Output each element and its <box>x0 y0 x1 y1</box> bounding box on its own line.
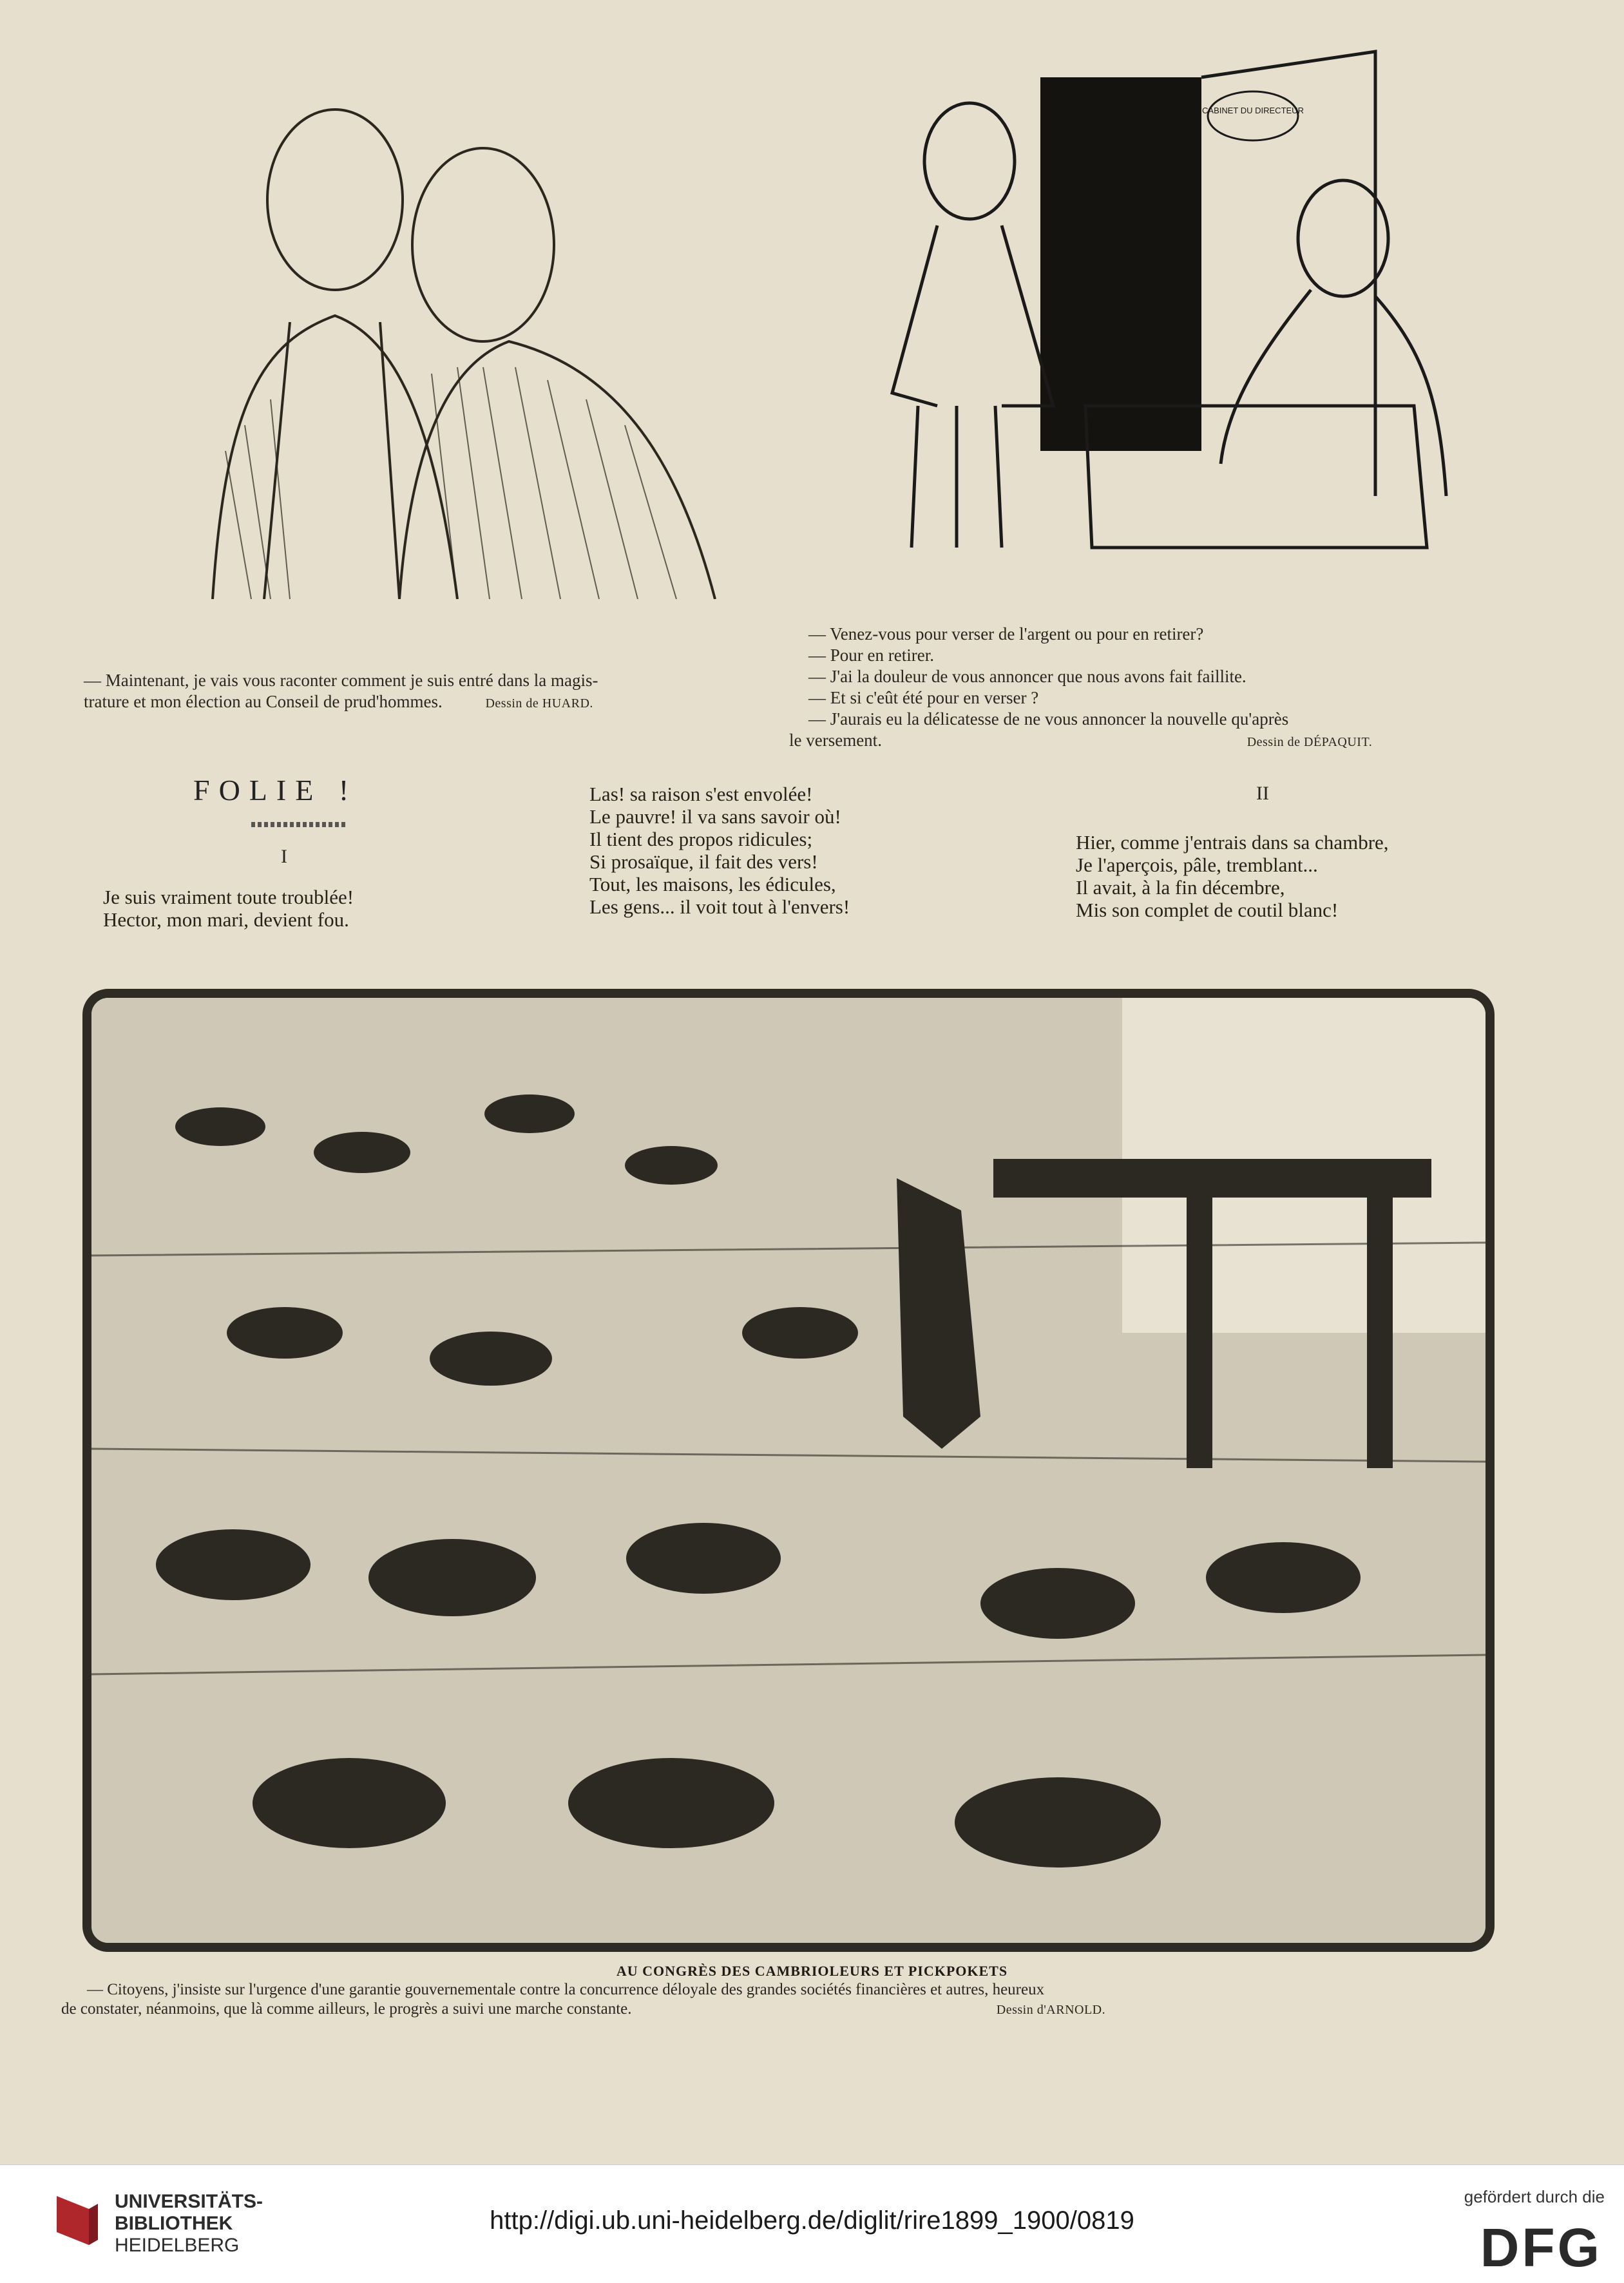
caption-line-text: le versement. <box>789 731 882 750</box>
verse-line: Il tient des propos ridicules; <box>589 828 813 850</box>
caption-line: — Venez-vous pour verser de l'argent ou pour en retirer? <box>808 624 1204 644</box>
door-sign: CABINET DU DIRECTEUR <box>1202 106 1304 115</box>
verse-line: Hector, mon mari, devient fou. <box>103 908 349 931</box>
artist-credit: Dessin d'ARNOLD. <box>996 2003 1106 2017</box>
caption-line <box>61 2000 1105 2020</box>
caption-line: — Pour en retirer. <box>808 645 934 665</box>
verse-line: Si prosaïque, il fait des vers! <box>589 850 818 873</box>
stanza-number-1: I <box>281 846 287 867</box>
artist-credit: Dessin de DÉPAQUIT. <box>1247 735 1373 749</box>
illustration-arnold <box>82 989 1495 1952</box>
caption-line: — Et si c'eût été pour en verser ? <box>808 688 1039 707</box>
caption-line-text: de constater, néanmoins, que là comme ailleurs, le progrès a suivi une marche constante. <box>61 2000 632 2018</box>
verse-line: Le pauvre! il va sans savoir où! <box>589 805 841 828</box>
permalink[interactable]: http://digi.ub.uni-heidelberg.de/diglit/rire1899_1900/0819 <box>490 2206 1134 2235</box>
caption-line: — Citoyens, j'insiste sur l'urgence d'une garantie gouvernementale contre la concurrence déloyale des grandes sociétés financières et autres, heureux <box>87 1981 1045 1998</box>
stanza-2 <box>589 783 850 918</box>
caption-line <box>84 691 598 714</box>
crowd-scene-drawing <box>91 998 1485 1943</box>
verse-line: Je suis vraiment toute troublée! <box>103 886 354 908</box>
illustration-title: AU CONGRÈS DES CAMBRIOLEURS ET PICKPOKETS <box>616 1963 1008 1979</box>
artist-credit: Dessin de HUARD. <box>485 696 593 711</box>
caption-arnold <box>61 1980 1105 2020</box>
caption-huard <box>84 670 598 714</box>
library-name-line: BIBLIOTHEK <box>115 2213 233 2234</box>
stanza-3 <box>1076 831 1389 921</box>
verse-line: Je l'aperçois, pâle, tremblant... <box>1076 854 1318 876</box>
poem-title: FOLIE ! <box>193 774 358 807</box>
stanza-number-2: II <box>1256 783 1269 804</box>
caption-line <box>789 730 1372 753</box>
verse-line: Hier, comme j'entrais dans sa chambre, <box>1076 831 1389 854</box>
verse-line: Tout, les maisons, les édicules, <box>589 873 836 895</box>
caption-line: — Maintenant, je vais vous raconter comment je suis entré dans la magis- <box>84 671 598 690</box>
dfg-logo: DFG <box>1480 2217 1602 2278</box>
library-name-line: UNIVERSITÄTS- <box>115 2191 263 2212</box>
bank-director-drawing <box>808 45 1478 612</box>
funding-note: gefördert durch die <box>1464 2187 1605 2206</box>
caption-depaquit <box>789 624 1373 753</box>
caption-line-text: trature et mon élection au Conseil de prud'hommes. <box>84 692 443 711</box>
verse-line: Les gens... il voit tout à l'envers! <box>589 895 850 918</box>
illustration-depaquit <box>808 45 1478 612</box>
illustration-huard <box>97 64 779 599</box>
caption-line: — J'aurais eu la délicatesse de ne vous annoncer la nouvelle qu'après <box>808 709 1289 729</box>
library-name-line: HEIDELBERG <box>115 2235 240 2256</box>
caption-line: — J'ai la douleur de vous annoncer que nous avons fait faillite. <box>808 667 1247 686</box>
verse-line: Las! sa raison s'est envolée! <box>589 783 813 805</box>
title-ornament <box>251 822 348 827</box>
verse-line: Mis son complet de coutil blanc! <box>1076 899 1339 921</box>
two-men-drawing <box>97 64 779 599</box>
verse-line: Il avait, à la fin décembre, <box>1076 876 1285 899</box>
stanza-1 <box>103 886 354 931</box>
digitization-footer <box>0 2164 1624 2283</box>
